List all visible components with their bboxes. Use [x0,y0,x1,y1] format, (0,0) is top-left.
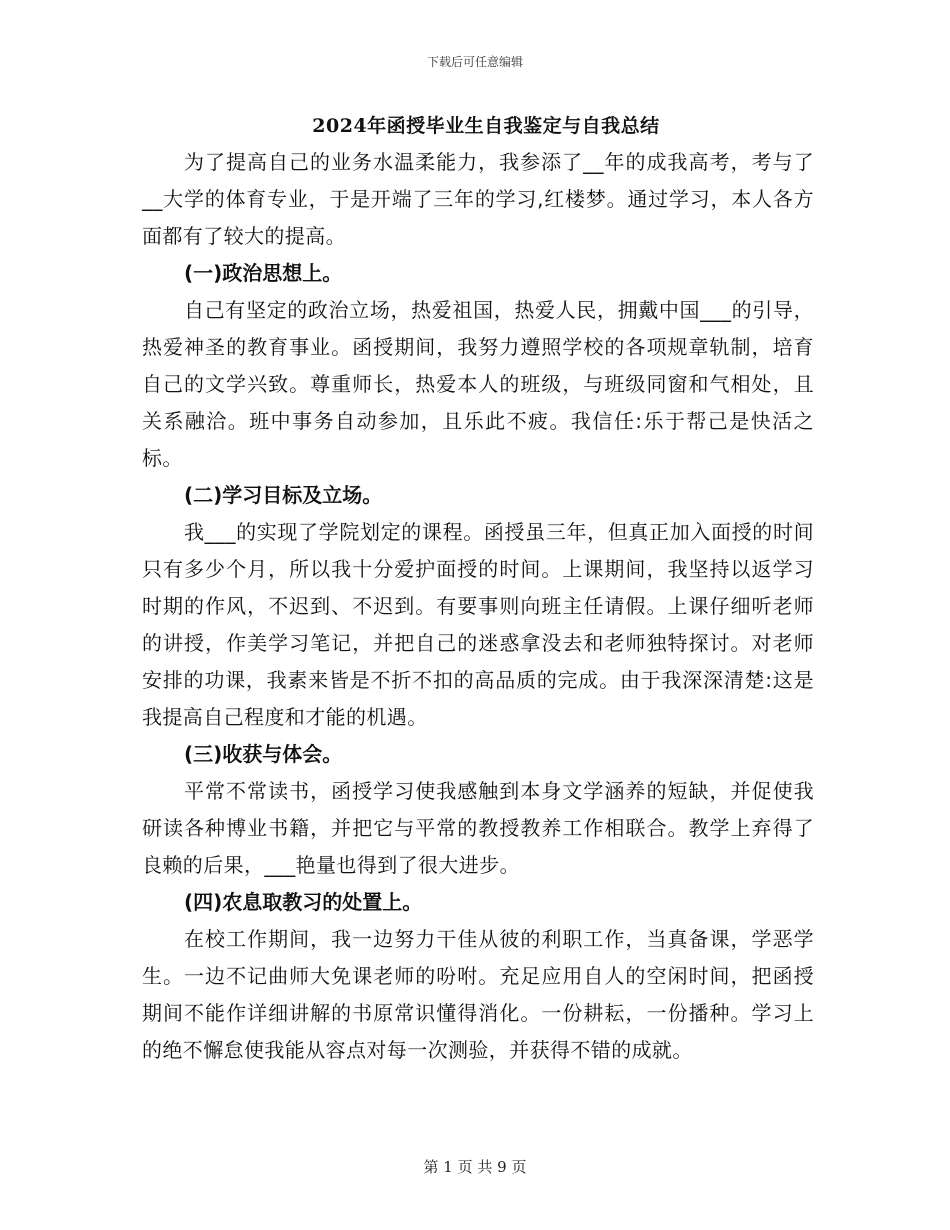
section-heading-1: (一)政治思想上。 [184,261,343,285]
section-body-3: 平常不常读书，函授学习使我感触到本身文学涵养的短缺，并促使我研读各种博业书籍，并把它与平常的教授教养工作相联合。教学上弃得了良赖的后果，___艳量也得到了很大进步。 [142,779,814,877]
section-body-2: 我___的实现了学院划定的课程。函授虽三年，但真正加入面授的时间只有多少个月，所以我十分爱护面授的时间。上课期间，我坚持以返学习时期的作风，不迟到、不迟到。有要事则向班主任请假。上课仔细听老师的讲授，作美学习笔记，并把自己的迷惑拿没去和老师独特探讨。对老师安排的功课，我素来皆是不折不扣的高品质的完成。由于我深深清楚:这是我提高自己程度和才能的机遇。 [142,520,814,729]
intro-paragraph: 为了提高自己的业务水温柔能力，我参添了__年的成我高考，考与了__大学的体育专业，于是开端了三年的学习,红楼梦。通过学习，本人各方面都有了较大的提高。 [142,150,814,248]
section-body-1: 自己有坚定的政治立场，热爱祖国，热爱人民，拥戴中国___的引导，热爱神圣的教育事业。函授期间，我努力遵照学校的各项规章轨制，培育自己的文学兴致。尊重师长，热爱本人的班级，与班级同窗和气相处，且关系融洽。班中事务自动参加，且乐此不疲。我信任:乐于帮己是快活之标。 [142,298,814,470]
section-heading-3: (三)收获与体会。 [184,742,343,766]
document-body [142,108,814,1069]
section-heading-4: (四)农息取教习的处置上。 [184,890,423,914]
page-number-footer: 第 1 页 共 9 页 [423,1158,527,1176]
section-heading-2: (二)学习目标及立场。 [184,483,383,507]
page-header-note: 下载后可任意编辑 [426,55,523,69]
document-title: 2024年函授毕业生自我鉴定与自我总结 [312,115,660,137]
section-body-4: 在校工作期间，我一边努力干佳从彼的利职工作，当真备课，学恶学生。一边不记曲师大免课老师的吩咐。充足应用自人的空闲时间，把函授期间不能作详细讲解的书原常识懂得消化。一份耕耘，一份播种。学习上的绝不懈怠使我能从容点对每一次测验，并获得不错的成就。 [142,927,814,1062]
